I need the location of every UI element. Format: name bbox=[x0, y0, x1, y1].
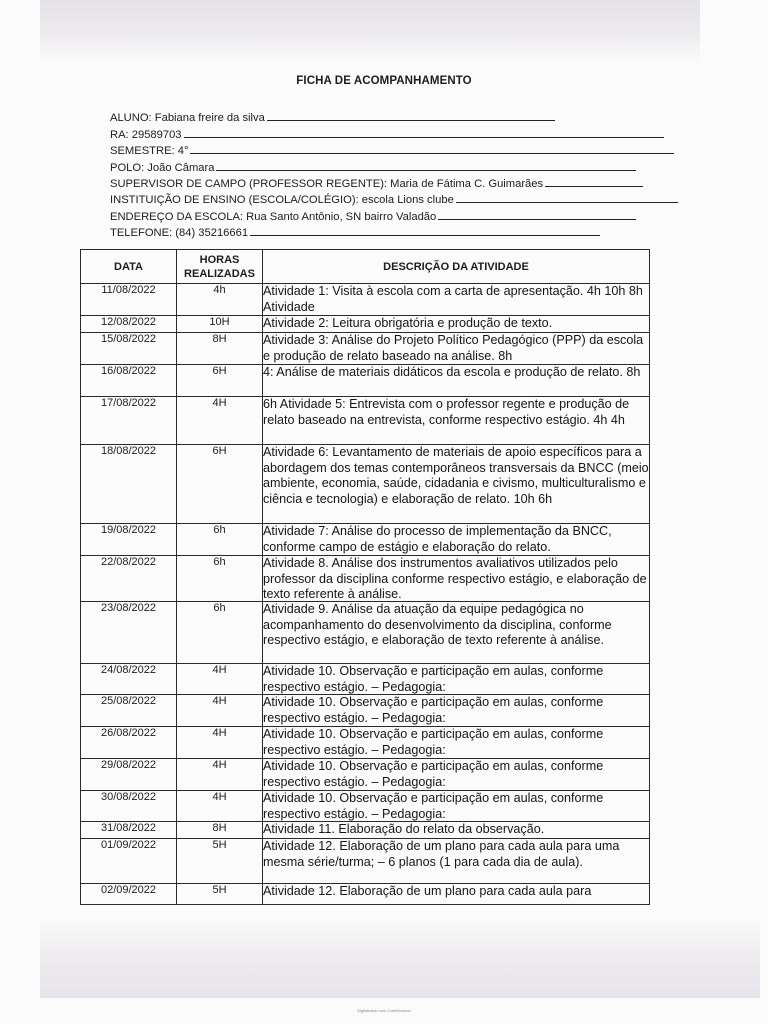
row-date: 19/08/2022 bbox=[81, 524, 177, 556]
row-description bbox=[263, 839, 650, 884]
row-hours: 4H bbox=[177, 727, 263, 759]
description-text: Atividade 12. Elaboração de um plano para cada aula para uma mesma série/turma; – 6 planos (1 para cada dia de aula). bbox=[263, 839, 620, 869]
row-hours: 6h bbox=[177, 602, 263, 664]
info-field-text: ENDEREÇO DA ESCOLA: Rua Santo Antônio, SN bairro Valadão bbox=[110, 210, 437, 223]
info-field bbox=[110, 108, 690, 124]
row-description bbox=[263, 556, 650, 602]
row-hours: 4H bbox=[177, 397, 263, 445]
table-row bbox=[81, 397, 650, 445]
row-hours: 8H bbox=[177, 333, 263, 365]
description-text: Atividade 12. Elaboração de um plano para cada aula para bbox=[263, 884, 592, 898]
row-hours: 4H bbox=[177, 791, 263, 822]
description-text: Atividade 3: Análise do Projeto Político Pedagógico (PPP) da escola e produção de relato baseado na análise. 8h bbox=[263, 333, 644, 363]
info-field-text: TELEFONE: (84) 35216661 bbox=[110, 227, 249, 240]
header-date: DATA bbox=[81, 250, 177, 284]
row-date: 22/08/2022 bbox=[81, 556, 177, 602]
table-row bbox=[81, 333, 650, 365]
table-row bbox=[81, 664, 650, 695]
table-row bbox=[81, 284, 650, 316]
table-row bbox=[81, 365, 650, 397]
table-row bbox=[81, 839, 650, 884]
row-description bbox=[263, 759, 650, 791]
description-text: Atividade 10. Observação e participação em aulas, conforme respectivo estágio. – Pedagogia: bbox=[263, 695, 604, 725]
info-field-text: SEMESTRE: 4° bbox=[110, 145, 189, 158]
row-date: 17/08/2022 bbox=[81, 397, 177, 445]
table-row bbox=[81, 602, 650, 664]
row-hours: 6H bbox=[177, 365, 263, 397]
table-row bbox=[81, 556, 650, 602]
row-description bbox=[263, 445, 650, 524]
row-date: 30/08/2022 bbox=[81, 791, 177, 822]
row-hours: 8H bbox=[177, 822, 263, 839]
row-date: 18/08/2022 bbox=[81, 445, 177, 524]
row-date: 23/08/2022 bbox=[81, 602, 177, 664]
row-description bbox=[263, 316, 650, 333]
fill-line bbox=[250, 235, 600, 236]
description-text: Atividade 10. Observação e participação em aulas, conforme respectivo estágio. – Pedagogia: bbox=[263, 759, 604, 789]
row-hours: 10H bbox=[177, 316, 263, 333]
row-description bbox=[263, 397, 650, 445]
row-date: 29/08/2022 bbox=[81, 759, 177, 791]
fill-line bbox=[438, 219, 636, 220]
row-date: 31/08/2022 bbox=[81, 822, 177, 839]
fill-line bbox=[545, 186, 643, 187]
info-field bbox=[110, 124, 690, 140]
row-date: 11/08/2022 bbox=[81, 284, 177, 316]
row-date: 15/08/2022 bbox=[81, 333, 177, 365]
scan-shadow-bottom bbox=[40, 918, 760, 998]
fill-line bbox=[267, 120, 555, 121]
info-field-text: RA: 29589703 bbox=[110, 128, 182, 141]
row-hours: 4H bbox=[177, 695, 263, 727]
fill-line bbox=[456, 202, 678, 203]
row-hours: 6H bbox=[177, 445, 263, 524]
row-date: 26/08/2022 bbox=[81, 727, 177, 759]
description-text: 6h Atividade 5: Entrevista com o professor regente e produção de relato baseado na entrevista, conforme respectivo estágio. 4h 4h bbox=[263, 397, 630, 427]
row-hours: 5H bbox=[177, 839, 263, 884]
info-field bbox=[110, 223, 690, 239]
description-text: Atividade 8. Análise dos instrumentos avaliativos utilizados pelo professor da disciplina conforme respectivo estágio, e elaboração de texto referente à análise. bbox=[263, 556, 647, 601]
table-row bbox=[81, 695, 650, 727]
table-row bbox=[81, 822, 650, 839]
table-row bbox=[81, 791, 650, 822]
info-field bbox=[110, 157, 690, 173]
description-text: Atividade 9. Análise da atuação da equipe pedagógica no acompanhamento do desenvolvimento da disciplina, conforme respectivo estágio, e elaboração de texto referente à análise. bbox=[263, 602, 612, 647]
row-description bbox=[263, 602, 650, 664]
table-row bbox=[81, 524, 650, 556]
row-date: 12/08/2022 bbox=[81, 316, 177, 333]
row-description bbox=[263, 284, 650, 316]
row-description bbox=[263, 822, 650, 839]
table-body bbox=[81, 284, 650, 905]
document-title: FICHA DE ACOMPANHAMENTO bbox=[296, 75, 472, 87]
info-field bbox=[110, 190, 690, 206]
scan-shadow-top bbox=[40, 0, 700, 62]
fill-line bbox=[184, 137, 664, 138]
header-description: DESCRIÇÃO DA ATIVIDADE bbox=[263, 250, 650, 284]
row-hours: 5H bbox=[177, 884, 263, 905]
table-row bbox=[81, 759, 650, 791]
row-description bbox=[263, 333, 650, 365]
fill-line bbox=[190, 153, 674, 154]
info-field-text: ALUNO: Fabiana freire da silva bbox=[110, 112, 265, 125]
row-hours: 6h bbox=[177, 524, 263, 556]
row-description bbox=[263, 524, 650, 556]
student-info-fields bbox=[110, 108, 690, 239]
description-text: 4: Análise de materiais didáticos da escola e produção de relato. 8h bbox=[263, 365, 641, 379]
row-hours: 4h bbox=[177, 284, 263, 316]
info-field bbox=[110, 206, 690, 222]
row-date: 25/08/2022 bbox=[81, 695, 177, 727]
description-text: Atividade 10. Observação e participação em aulas, conforme respectivo estágio. – Pedagogia: bbox=[263, 791, 604, 821]
row-description bbox=[263, 791, 650, 822]
table-row bbox=[81, 727, 650, 759]
info-field bbox=[110, 141, 690, 157]
description-text: Atividade 2: Leitura obrigatória e produção de texto. bbox=[263, 316, 553, 330]
row-date: 01/09/2022 bbox=[81, 839, 177, 884]
info-field-text: POLO: João Câmara bbox=[110, 161, 215, 174]
row-hours: 6h bbox=[177, 556, 263, 602]
row-date: 16/08/2022 bbox=[81, 365, 177, 397]
scanner-footer: Digitalizado com CamScanner bbox=[357, 1008, 411, 1013]
row-hours: 4H bbox=[177, 664, 263, 695]
description-text: Atividade 10. Observação e participação em aulas, conforme respectivo estágio. – Pedagogia: bbox=[263, 664, 604, 694]
row-date: 02/09/2022 bbox=[81, 884, 177, 905]
description-text: Atividade 7: Análise do processo de implementação da BNCC, conforme campo de estágio e elaboração do relato. bbox=[263, 524, 612, 554]
table-header-row bbox=[81, 250, 650, 284]
row-description bbox=[263, 884, 650, 905]
row-description bbox=[263, 365, 650, 397]
row-hours: 4H bbox=[177, 759, 263, 791]
fill-line bbox=[216, 170, 636, 171]
row-description bbox=[263, 695, 650, 727]
activity-log-table bbox=[80, 249, 650, 905]
row-description bbox=[263, 727, 650, 759]
info-field-text: INSTITUIÇÃO DE ENSINO (ESCOLA/COLÉGIO): escola Lions clube bbox=[110, 194, 454, 207]
description-text: Atividade 10. Observação e participação em aulas, conforme respectivo estágio. – Pedagogia: bbox=[263, 727, 604, 757]
description-text: Atividade 6: Levantamento de materiais de apoio específicos para a abordagem dos temas contemporâneos transversais da BNCC (meio ambiente, economia, saúde, cidadania e civismo, multiculturalismo e ciência e tecnologia) e elaboração de relato. 10h 6h bbox=[263, 445, 649, 506]
description-text: Atividade 11. Elaboração do relato da observação. bbox=[263, 822, 545, 836]
row-description bbox=[263, 664, 650, 695]
description-text: Atividade 1: Visita à escola com a carta de apresentação. 4h 10h 8h Atividade bbox=[263, 284, 643, 314]
header-hours: HORAS REALIZADAS bbox=[177, 250, 263, 284]
info-field-text: SUPERVISOR DE CAMPO (PROFESSOR REGENTE): Maria de Fátima C. Guimarães bbox=[110, 177, 544, 190]
info-field bbox=[110, 174, 690, 190]
table-row bbox=[81, 445, 650, 524]
table-row bbox=[81, 316, 650, 333]
row-date: 24/08/2022 bbox=[81, 664, 177, 695]
table-row bbox=[81, 884, 650, 905]
